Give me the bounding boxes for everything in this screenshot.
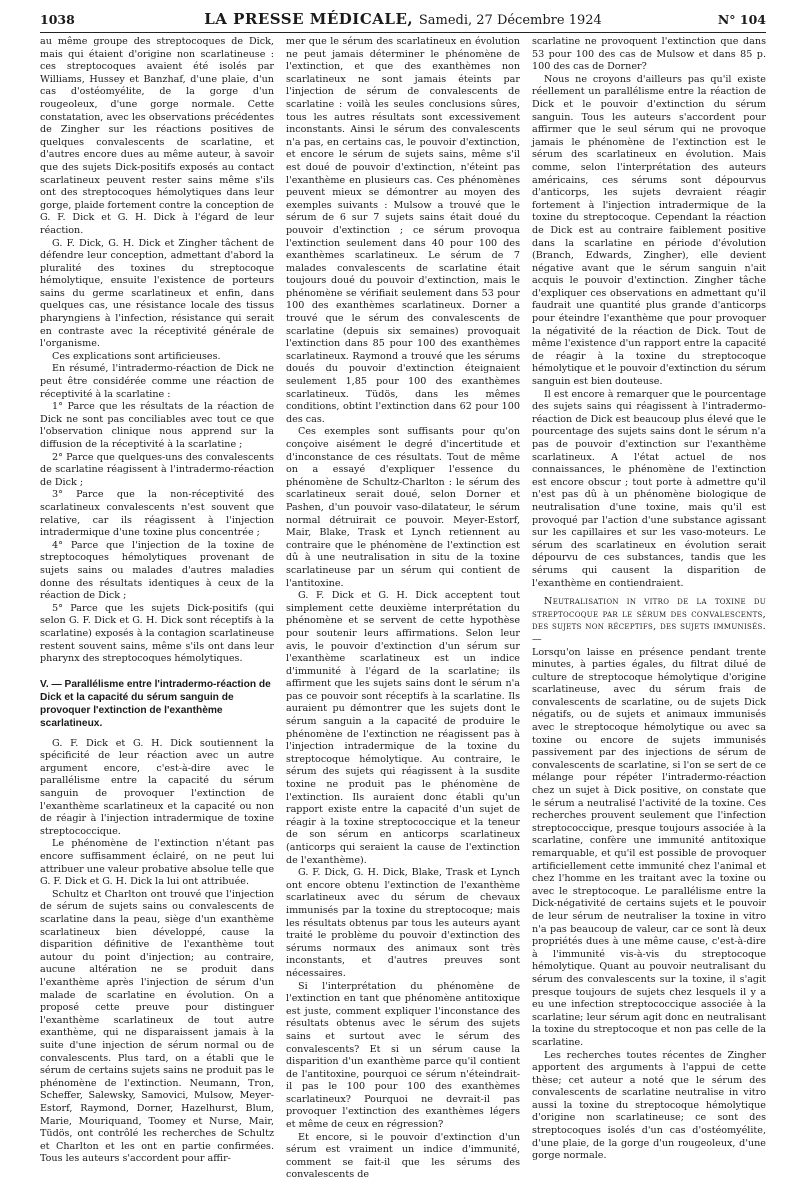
column-1 [40, 36, 274, 1165]
paragraph: Le phénomène de l'extinction n'étant pas encore suffisamment éclairé, on ne peut lui attribuer une valeur probative absolue telle que G. F. Dick et G. H. Dick la lui ont attribuée. [40, 838, 274, 888]
page-header [40, 8, 766, 33]
list-item: 1° Parce que les résultats de la réaction de Dick ne sont pas conciliables avec tout ce que l'observation clinique nous apprend sur la diffusion de la réceptivité à la scarlatine ; [40, 401, 274, 450]
paragraph: G. F. Dick, G. H. Dick et Zingher tâchent de défendre leur conception, admettant d'abord la pluralité des toxines du streptocoque hémolytique, ensuite l'existence de porteurs sains du germe scarlatineux et enfin, dans quelques cas, une résistance locale des tissus pharyngiens à l'infection, résistance qui serait en contraste avec la réceptivité générale de l'organisme. [40, 237, 274, 350]
paragraph: scarlatine ne provoquent l'extinction que dans 53 pour 100 des cas de Mulsow et dans 85 p. 100 des cas de Dorner? [532, 36, 766, 73]
list-item: 3° Parce que la non-réceptivité des scarlatineux convalescents n'est souvent que relative, car ils réagissent à l'injection intradermique d'une toxine plus concentrée ; [40, 489, 274, 539]
paragraph: Il est encore à remarquer que le pourcentage des sujets sains qui réagissent à l'intradermo-réaction de Dick est beaucoup plus élevé que le pourcentage des sujets sains dont le sérum n'a pas de pouvoir d'extinction sur l'exanthème scarlatineux. A l'état actuel de nos connaissances, le phénomène de l'extinction est encore obscur ; tout porte à admettre qu'il n'est pas dû à un phénomène biologique de neutralisation d'une toxine, mais qu'il est provoqué par l'action d'une substance agissant sur les capillaires et sur les vaso-moteurs. Le sérum des scarlatineux en évolution serait dépourvu de ces substances, tandis que les sérums qui causent la disparition de l'exanthème en contiendraient. [532, 388, 766, 589]
paragraph: En résumé, l'intradermo-réaction de Dick ne peut être considérée comme une réaction de réceptivité à la scarlatine : [40, 363, 274, 400]
paragraph: Schultz et Charlton ont trouvé que l'injection de sérum de sujets sains ou convalescents de scarlatine dans la peau, siège d'un exanthème scarlatineux bien développé, cause la disparition définitive de l'exanthème tout autour du point d'injection; au contraire, aucune altération ne se produit dans l'exanthème après l'injection de sérum d'un malade de scarlatine en évolution. On a proposé cette preuve pour distinguer l'exanthème scarlatineux de tout autre exanthème, qui ne disparaissent jamais à la suite d'une injection de sérum normal ou de convalescents. Plus tard, on a établi que le sérum de certains sujets sains ne produit pas le phénomène de l'extinction. Neumann, Tron, Scheffer, Salewsky, Samovici, Mulsow, Meyer-Estorf, Raymond, Dorner, Hazelhurst, Blum, Marie, Mouriquand, Toomey et Nurse, Mair, Tüdös, ont contrôlé les recherches de Schultz et Charlton et les ont en partie confirmées. Tous les auteurs s'accordent pour affir- [40, 888, 274, 1165]
paragraph: mer que le sérum des scarlatineux en évolution ne peut jamais déterminer le phénomène de l'extinction, et que des exanthèmes non scarlatineux ne sont jamais éteints par l'injection de sérum de convalescents de scarlatine : voilà les seules conclusions sûres, tous les autres résultats sont excessivement inconstants. Ainsi le sérum des convalescents n'a pas, en certains cas, le pouvoir d'extinction, et encore le sérum de sujets sains, même s'il est doué de pouvoir d'extinction, n'éteint pas l'exanthème en plusieurs cas. Ces phénomènes peuvent mieux se démontrer au moyen des exemples suivants : Mulsow a trouvé que le sérum de 6 sur 7 sujets sains était doué du pouvoir d'extinction ; ce sérum provoqua l'extinction seulement dans 40 pour 100 des exanthèmes scarlatineux. Le sérum de 7 malades convalescents de scarlatine était toujours doué du pouvoir d'extinction, mais le phénomène se vérifiait seulement dans 53 pour 100 des exanthèmes scarlatineux. Dorner a trouvé que le sérum des convalescents de scarlatine (depuis six semaines) provoquait l'extinction dans 85 pour 100 des exanthèmes scarlatineux. Raymond a trouvé que les sérums doués du pouvoir d'extinction éteignaient seulement 1,85 pour 100 des exanthèmes scarlatineux. Tüdös, dans les mêmes conditions, obtint l'extinction dans 62 pour 100 des cas. [286, 36, 520, 425]
paragraph: Ces exemples sont suffisants pour qu'on conçoive aisément le degré d'incertitude et d'inconstance de ces résultats. Tout de même on a essayé d'expliquer l'essence du phénomène de Schultz-Charlton : le sérum des scarlatineux serait doué, selon Dorner et Pashen, d'un pouvoir vaso-dilatateur, le sérum normal détruirait ce pouvoir. Meyer-Estorf, Mair, Blake, Trask et Lynch retiennent au contraire que le phénomène de l'extinction est dû à une neutralisation in situ de la toxine scarlatineuse par un sérum qui contient de l'antitoxine. [286, 426, 520, 589]
list-item: 4° Parce que l'injection de la toxine de streptocoques hémolytiques provenant de sujets sains ou malades d'autres maladies donne des résultats identiques à ceux de la réaction de Dick ; [40, 539, 274, 602]
article-columns [40, 36, 766, 1181]
list-item: 2° Parce que quelques-uns des convalescents de scarlatine réagissent à l'intradermo-réaction de Dick ; [40, 451, 274, 488]
paragraph: Nous ne croyons d'ailleurs pas qu'il existe réellement un parallélisme entre la réaction de Dick et le pouvoir d'extinction du sérum sanguin. Tous les auteurs s'accordent pour affirmer que le seul sérum qui ne provoque jamais le phénomène de l'extinction est le sérum des scarlatineux en évolution. Mais comme, selon l'interprétation des auteurs américains, ces sérums sont dépourvus d'anticorps, les sujets devraient réagir fortement à l'injection intradermique de la toxine du streptocoque. Cependant la réaction de Dick est au contraire faiblement positive dans la scarlatine en période d'évolution (Branch, Edwards, Zingher), elle devient négative avant que le sérum sanguin n'ait acquis le pouvoir d'extinction. Zingher tâche d'expliquer ces observations en admettant qu'il faudrait une quantité plus grande d'anticorps pour éteindre l'exanthème que pour provoquer la négativité de la réaction de Dick. Tout de même l'existence d'un rapport entre la capacité de réagir à la toxine du streptocoque hémolytique et le pouvoir d'extinction du sérum sanguin est bien douteuse. [532, 73, 766, 388]
journal-title-line [40, 10, 766, 28]
issue-date: Samedi, 27 Décembre 1924 [418, 13, 602, 28]
paragraph: Lorsqu'on laisse en présence pendant trente minutes, à parties égales, du filtrat dilué de culture de streptocoque hémolytique d'origine scarlatineuse, avec du sérum frais de convalescents de scarlatine, ou de sujets Dick négatifs, ou de sujets et animaux immunisés avec le streptocoque hémolytique ou avec sa toxine ou encore de sujets immunisés passivement par des injections de sérum de convalescents de scarlatine, si l'on se sert de ce mélange pour répéter l'intradermo-réaction chez un sujet à Dick positive, on constate que le sérum a neutralisé l'activité de la toxine. Ces recherches prouvent seulement que l'infection streptococcique, presque toujours associée à la scarlatine, confère une immunité antitoxique remarquable, et qu'il est possible de provoquer artificiellement cette immunité chez l'animal et chez l'homme en les traitant avec la toxine ou avec le streptocoque. Le parallélisme entre la Dick-négativité de certains sujets et le pouvoir de leur sérum de neutraliser la toxine in vitro n'a pas beaucoup de valeur, car ce sont là deux propriétés dues à une même cause, c'est-à-dire à l'immunité vis-à-vis du streptocoque hémolytique. Quant au pouvoir neutralisant du sérum des convalescents sur la toxine, il s'agit presque toujours de sujets chez lesquels il y a eu une infection streptococcique associée à la scarlatine; leur sérum agit donc en neutralisant la toxine du streptocoque et non pas celle de la scarlatine. [532, 646, 766, 1048]
column-3 [532, 36, 766, 1162]
list-item: 5° Parce que les sujets Dick-positifs (qui selon G. F. Dick et G. H. Dick sont réceptifs à la scarlatine) exposés à la contagion scarlatineuse restent souvent sains, même s'ils ont dans leur pharynx des streptocoques hémolytiques. [40, 602, 274, 665]
paragraph: Ces explications sont artificieuses. [52, 350, 221, 362]
paragraph: G. F. Dick, G. H. Dick, Blake, Trask et Lynch ont encore obtenu l'extinction de l'exanthème scarlatineux avec du sérum de chevaux immunisés par la toxine du streptocoque; mais les résultats obtenus par tous les auteurs ayant traité le problème du pouvoir d'extinction des sérums normaux des animaux sont très inconstants, et d'autres preuves sont nécessaires. [286, 867, 520, 979]
paragraph: au même groupe des streptocoques de Dick, mais qui étaient d'origine non scarlatineuse : ces streptocoques avaient été isolés par Williams, Hussey et Banzhaf, d'une plaie, d'un cas d'ostéomyélite, de la gorge d'un rougeoleux, d'une gorge normale. Cette constatation, avec les observations précédentes de Zingher sur les réactions positives de quelques convalescents de scarlatine, et d'autres encore dues au même auteur, à savoir que des sujets Dick-positifs exposés au contact scarlatineux peuvent rester sains même s'ils ont des streptocoques hémolytiques dans leur gorge, plaide fortement contre la conception de G. F. Dick et G. H. Dick à l'égard de leur réaction. [40, 36, 274, 236]
paragraph: Les recherches toutes récentes de Zingher apportent des arguments à l'appui de cette thèse; cet auteur a noté que le sérum des convalescents de scarlatine neutralise in vitro aussi la toxine du streptocoque hémolytique d'origine non scarlatineuse; ce sont des streptocoques isolés d'un cas d'ostéomyélite, d'une plaie, de la gorge d'un rougeoleux, d'une gorge normale. [532, 1049, 766, 1162]
journal-title: LA PRESSE MÉDICALE, [204, 10, 414, 28]
paragraph: Si l'interprétation du phénomène de l'extinction en tant que phénomène antitoxique est juste, comment expliquer l'inconstance des résultats obtenus avec le sérum des sujets sains et surtout avec le sérum des convalescents? Et si un sérum cause la disparition d'un exanthème parce qu'il contient de l'antitoxine, pourquoi ce sérum n'éteindrait-il pas le 100 pour 100 des exanthèmes scarlatineux? Pourquoi ne devrait-il pas provoquer l'extinction des exanthèmes légers et même de ceux en régression? [286, 980, 520, 1131]
column-2 [286, 36, 520, 1181]
page-number: 1038 [40, 12, 75, 27]
section-heading: V. — Parallélisme entre l'intradermo-réaction de Dick et la capacité du sérum sanguin de provoquer l'extinction de l'exanthème scarlatineux. [40, 678, 271, 729]
paragraph: G. F. Dick et G. H. Dick acceptent tout simplement cette deuxième interprétation du phénomène et se servent de cette hypothèse pour soutenir leurs affirmations. Selon leur avis, le pouvoir d'extinction d'un sérum sur l'exanthème scarlatineux est un indice d'immunité à l'égard de la scarlatine; ils affirment que les sujets sains dont le sérum n'a pas ce pouvoir sont réceptifs à la scarlatine. Ils auraient pu démontrer que les sujets dont le sérum sanguin a la capacité de produire le phénomène de l'extinction ne réagissent pas à l'injection intradermique de la toxine du streptocoque hémolytique. Au contraire, le sérum des sujets qui réagissent à la susdite toxine ne produit pas le phénomène de l'extinction. Ils auraient donc établi qu'un rapport existe entre la capacité d'un sujet de réagir à la toxine streptococcique et la teneur de son sérum en anticorps scarlatineux (anticorps qui seraient la cause de l'extinction de l'exanthème). [286, 590, 520, 866]
subsection-heading: Neutralisation in vitro de la toxine du streptocoque par le sérum des convalescents, des sujets non réceptifs, des sujets immunisés. — [532, 596, 766, 645]
paragraph: Et encore, si le pouvoir d'extinction d'un sérum est vraiment un indice d'immunité, comment se fait-il que les sérums des convalescents de [286, 1131, 520, 1181]
newspaper-page [40, 8, 766, 1181]
issue-number: N° 104 [717, 12, 766, 27]
paragraph: G. F. Dick et G. H. Dick soutiennent la spécificité de leur réaction avec un autre argument encore, c'est-à-dire avec le parallélisme entre la capacité du sérum sanguin de provoquer l'extinction de l'exanthème scarlatineux et la capacité ou non de réagir à l'injection intradermique de toxine streptococcique. [40, 737, 274, 837]
